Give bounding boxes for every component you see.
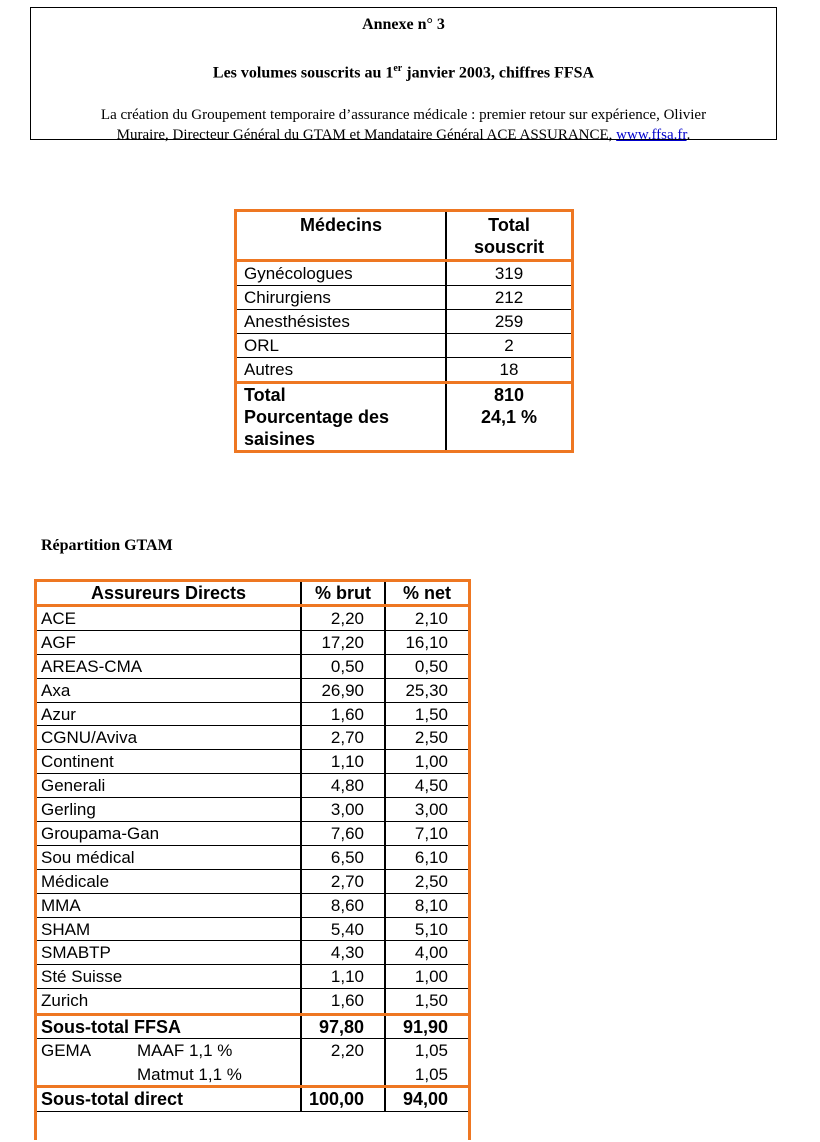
ffsa-link[interactable]: www.ffsa.fr (616, 127, 687, 143)
table-row: SHAM 5,40 5,10 (37, 918, 468, 942)
total-souscrit-col-header: Total souscrit (473, 215, 545, 257)
table-row: Generali 4,80 4,50 (37, 774, 468, 798)
medecins-table (234, 209, 574, 453)
table-row: ACE 2,20 2,10 (37, 607, 468, 631)
subtotal-direct-row: Sous-total direct 100,00 94,00 (37, 1088, 468, 1112)
table-row: CGNU/Aviva 2,70 2,50 (37, 726, 468, 750)
table-row: Zurich 1,60 1,50 (37, 989, 468, 1013)
table-row: Médicale 2,70 2,50 (37, 870, 468, 894)
total-label: Total (244, 385, 286, 405)
table-row: Autres 18 (237, 358, 571, 384)
table-row: Gerling 3,00 3,00 (37, 798, 468, 822)
medecins-header (237, 212, 571, 262)
table-row: Azur 1,60 1,50 (37, 703, 468, 727)
pct-value: 24,1 % (480, 407, 538, 427)
header-box (30, 7, 777, 143)
table-row: AGF 17,20 16,10 (37, 631, 468, 655)
gtam-table (34, 579, 471, 1140)
table-row: MMA 8,60 8,10 (37, 894, 468, 918)
table-row: ORL 2 (237, 334, 571, 358)
gema-label: GEMA (41, 1041, 92, 1061)
table-row: Gynécologues 319 (237, 262, 571, 286)
document-title: Les volumes souscrits au 1er janvier 2003, chiffres FFSA (212, 63, 595, 82)
annexe-number: Annexe n° 3 (362, 16, 445, 33)
repartition-title: Répartition GTAM (41, 537, 173, 554)
table-row: Continent 1,10 1,00 (37, 750, 468, 774)
total-row: Total Pourcentage des saisines 810 24,1 % (237, 384, 571, 450)
gtam-header: Assureurs Directs % brut % net (37, 582, 468, 607)
gema-row-maaf: GEMA MAAF 1,1 % 2,20 1,05 (37, 1039, 468, 1063)
table-row: Axa 26,90 25,30 (37, 679, 468, 703)
total-value: 810 (493, 385, 525, 405)
table-row: SMABTP 4,30 4,00 (37, 941, 468, 965)
table-row: Sou médical 6,50 6,10 (37, 846, 468, 870)
table-row: Anesthésistes 259 (237, 310, 571, 334)
subtotal-ffsa-row: Sous-total FFSA 97,80 91,90 (37, 1013, 468, 1039)
medecins-col-header: Médecins (237, 212, 447, 259)
empty-row (37, 1112, 468, 1142)
table-row: Sté Suisse 1,10 1,00 (37, 965, 468, 989)
source-description: La création du Groupement temporaire d’assurance médicale : premier retour sur expérience, Olivier Muraire, Directeur Général du GTAM et Mandataire Général ACE ASSURANCE, www.ffsa.fr. (100, 107, 707, 143)
table-row: Chirurgiens 212 (237, 286, 571, 310)
table-row: AREAS-CMA 0,50 0,50 (37, 655, 468, 679)
gema-row-matmut: Matmut 1,1 % 1,05 (37, 1063, 468, 1088)
table-row: Groupama-Gan 7,60 7,10 (37, 822, 468, 846)
